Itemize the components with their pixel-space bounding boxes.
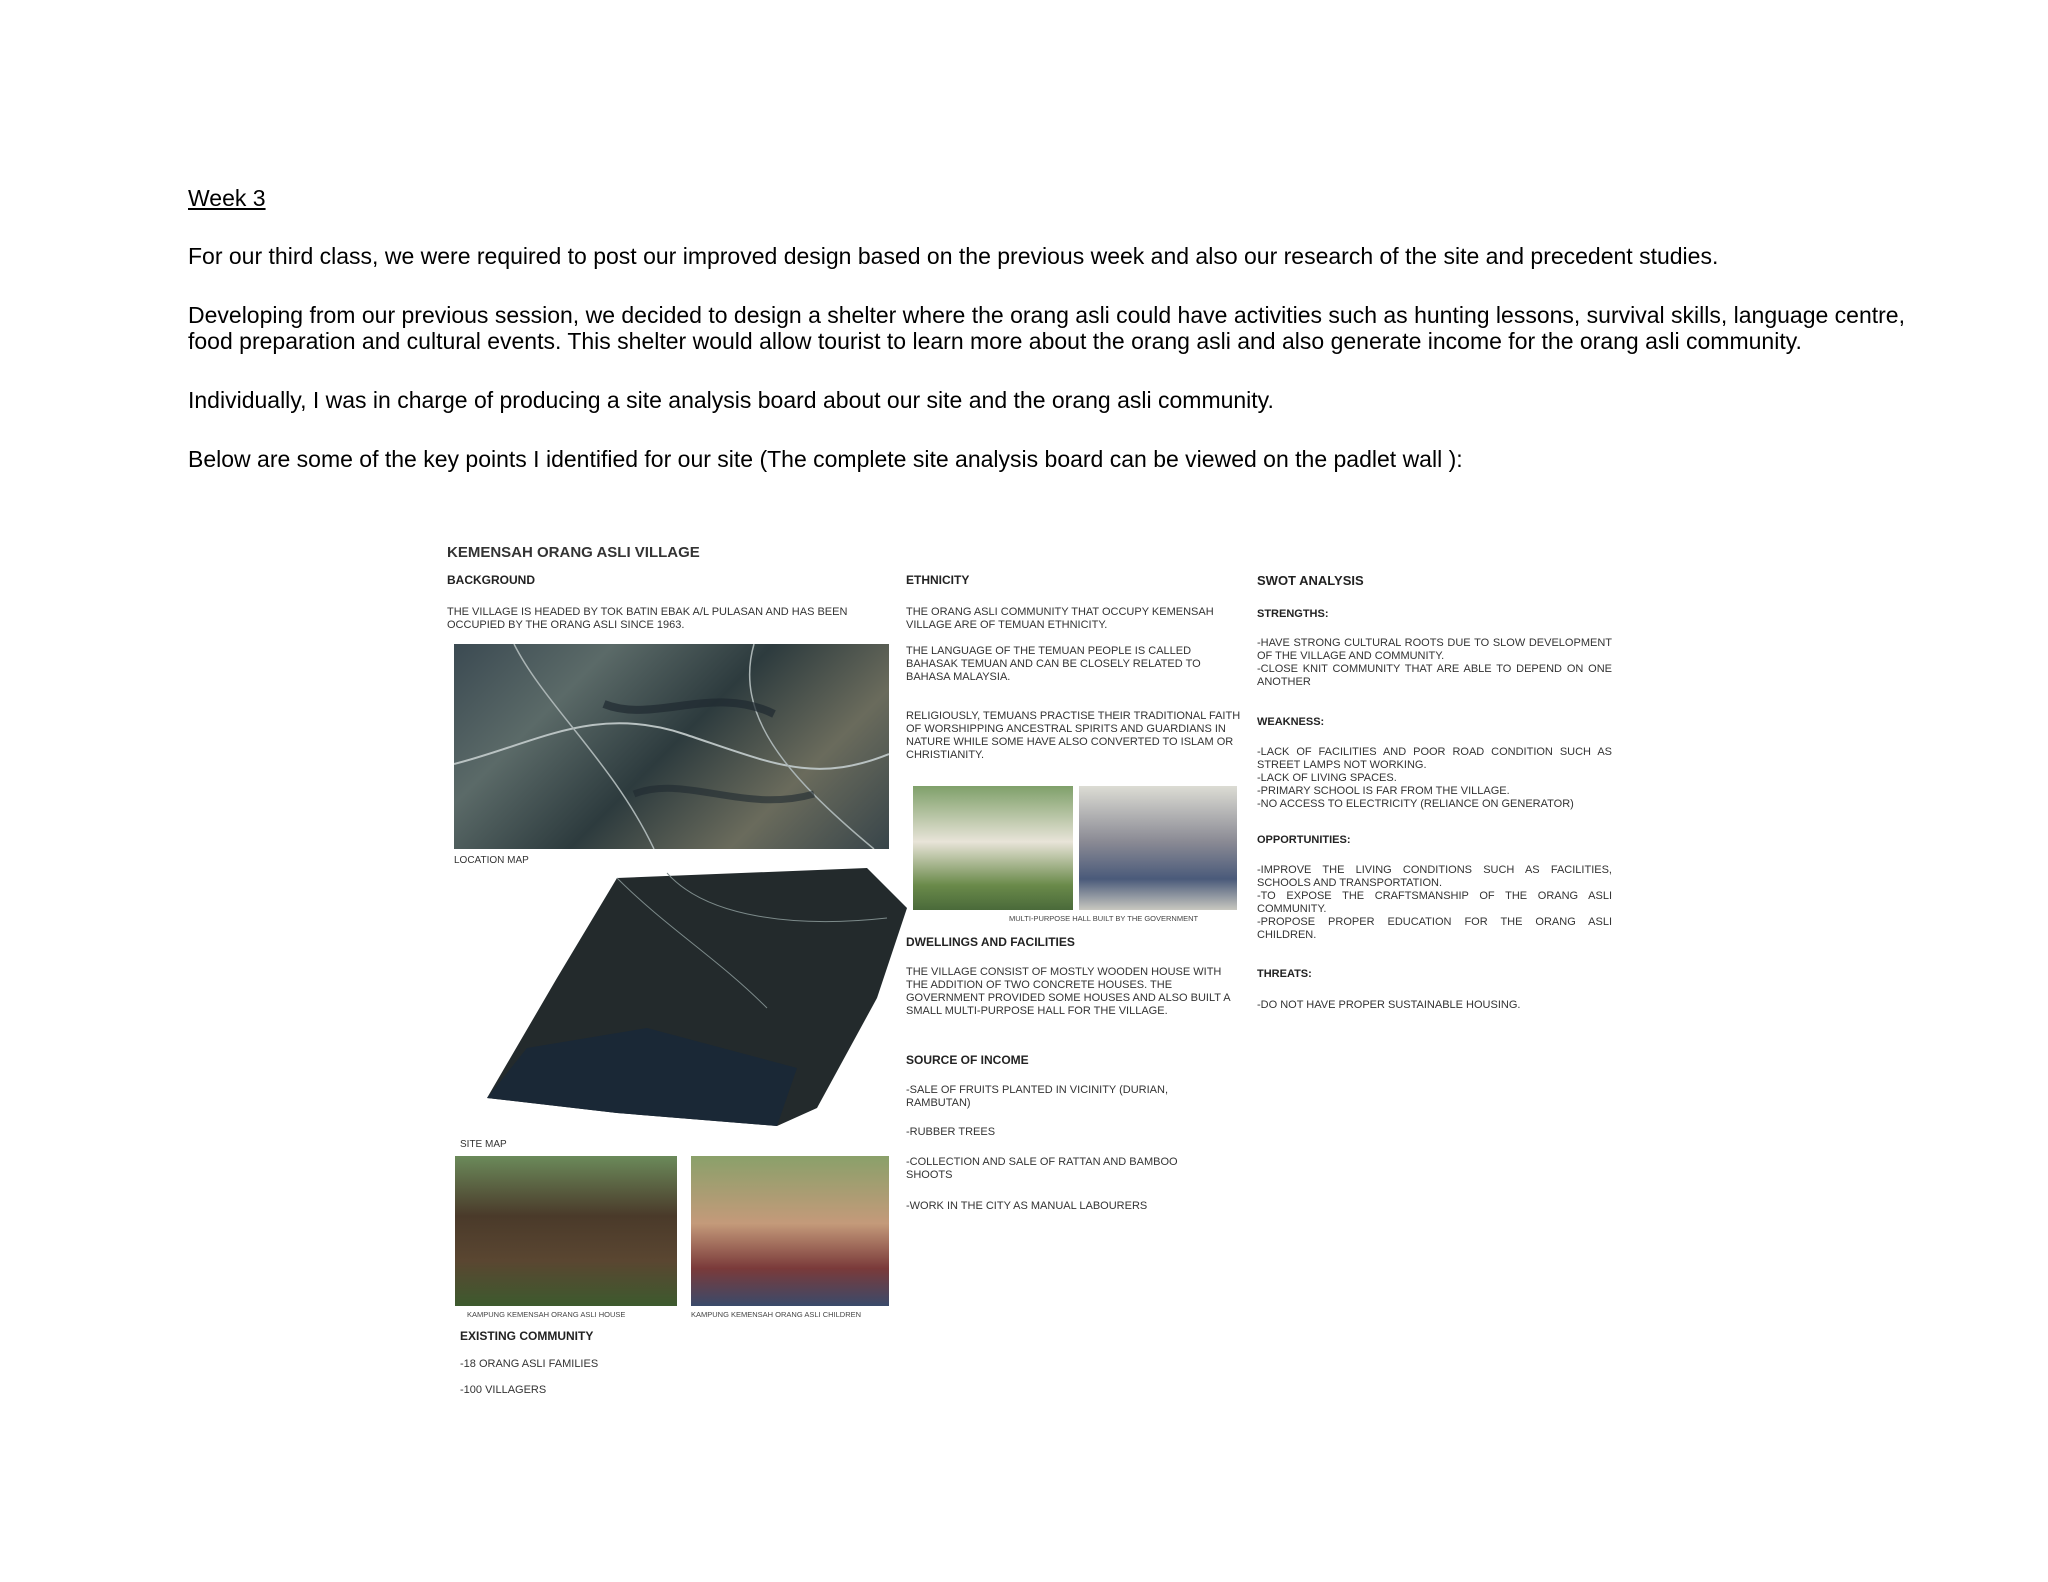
income-item-2: -RUBBER TREES bbox=[906, 1126, 996, 1138]
income-item-3: -COLLECTION AND SALE OF RATTAN AND BAMBOO SHOOTS bbox=[906, 1156, 1178, 1181]
location-map-caption: LOCATION MAP bbox=[454, 855, 529, 866]
background-text: THE VILLAGE IS HEADED BY TOK BATIN EBAK A/L PULASAN AND HAS BEEN OCCUPIED BY THE ORANG ASLI SINCE 1963. bbox=[447, 606, 848, 631]
ethnicity-text-3: RELIGIOUSLY, TEMUANS PRACTISE THEIR TRADITIONAL FAITH OF WORSHIPPING ANCESTRAL SPIRITS AND GUARDIANS IN NATURE WHILE SOME HAVE ALSO CONVERTED TO ISLAM OR CHRISTIANITY. bbox=[906, 710, 1241, 761]
village-house-photo bbox=[455, 1156, 677, 1306]
location-map-image bbox=[454, 644, 889, 849]
opportunities-heading: OPPORTUNITIES: bbox=[1257, 834, 1351, 846]
village-building-photo bbox=[913, 786, 1073, 910]
ethnicity-text-2: THE LANGUAGE OF THE TEMUAN PEOPLE IS CALLED BAHASAK TEMUAN AND CAN BE CLOSELY RELATED TO BAHASA MALAYSIA. bbox=[906, 645, 1201, 683]
income-item-1: -SALE OF FRUITS PLANTED IN VICINITY (DURIAN, RAMBUTAN) bbox=[906, 1084, 1168, 1109]
intro-paragraph-1: For our third class, we were required to post our improved design based on the previous week and also our research of the site and precedent studies. bbox=[188, 243, 1719, 269]
existing-community-item-2: -100 VILLAGERS bbox=[460, 1384, 547, 1396]
site-analysis-board bbox=[447, 538, 1612, 1396]
intro-text bbox=[188, 185, 1908, 505]
weakness-text: -LACK OF FACILITIES AND POOR ROAD CONDITION SUCH AS STREET LAMPS NOT WORKING. -LACK OF LIVING SPACES. -PRIMARY SCHOOL IS FAR FROM THE VILLAGE. -NO ACCESS TO ELECTRICITY (RELIANCE ON GENERATOR) bbox=[1257, 746, 1612, 810]
income-item-4: -WORK IN THE CITY AS MANUAL LABOURERS bbox=[906, 1200, 1148, 1212]
house-photo-caption: KAMPUNG KEMENSAH ORANG ASLI HOUSE bbox=[467, 1310, 626, 1319]
threats-text: -DO NOT HAVE PROPER SUSTAINABLE HOUSING. bbox=[1257, 999, 1521, 1011]
week-title: Week 3 bbox=[188, 185, 266, 211]
dwellings-heading: DWELLINGS AND FACILITIES bbox=[906, 935, 1075, 949]
intro-paragraph-3: Individually, I was in charge of producing a site analysis board about our site and the orang asli community. bbox=[188, 387, 1274, 413]
village-children-photo bbox=[691, 1156, 889, 1306]
strengths-heading: STRENGTHS: bbox=[1257, 608, 1329, 620]
intro-paragraph-4: Below are some of the key points I identified for our site (The complete site analysis board can be viewed on the padlet wall ): bbox=[188, 446, 1463, 472]
strengths-text: -HAVE STRONG CULTURAL ROOTS DUE TO SLOW DEVELOPMENT OF THE VILLAGE AND COMMUNITY. -CLOSE KNIT COMMUNITY THAT ARE ABLE TO DEPEND ON ONE ANOTHER bbox=[1257, 637, 1612, 688]
site-map-caption: SITE MAP bbox=[460, 1139, 507, 1150]
multipurpose-hall-photo bbox=[1079, 786, 1237, 910]
children-photo-caption: KAMPUNG KEMENSAH ORANG ASLI CHILDREN bbox=[691, 1310, 862, 1319]
ethnicity-text-1: THE ORANG ASLI COMMUNITY THAT OCCUPY KEMENSAH VILLAGE ARE OF TEMUAN ETHNICITY. bbox=[906, 606, 1214, 631]
weakness-heading: WEAKNESS: bbox=[1257, 716, 1325, 728]
swot-heading: SWOT ANALYSIS bbox=[1257, 573, 1364, 588]
existing-community-heading: EXISTING COMMUNITY bbox=[460, 1329, 594, 1343]
hall-photo-caption: MULTI-PURPOSE HALL BUILT BY THE GOVERNMENT bbox=[1009, 914, 1199, 923]
intro-paragraph-2: Developing from our previous session, we decided to design a shelter where the orang asli could have activities such as hunting lessons, survival skills, language centre, food preparation and cultural events. This shelter would allow tourist to learn more about the orang asli and also generate income for the orang asli community. bbox=[188, 302, 1905, 354]
ethnicity-heading: ETHNICITY bbox=[906, 573, 970, 587]
dwellings-text: THE VILLAGE CONSIST OF MOSTLY WOODEN HOUSE WITH THE ADDITION OF TWO CONCRETE HOUSES. THE GOVERNMENT PROVIDED SOME HOUSES AND ALSO BUILT A SMALL MULTI-PURPOSE HALL FOR THE VILLAGE. bbox=[906, 966, 1230, 1017]
background-heading: BACKGROUND bbox=[447, 573, 535, 587]
site-map-image bbox=[467, 868, 907, 1133]
location-map-roads bbox=[454, 644, 889, 849]
threats-heading: THREATS: bbox=[1257, 968, 1312, 980]
board-title: KEMENSAH ORANG ASLI VILLAGE bbox=[447, 544, 700, 561]
existing-community-item-1: -18 ORANG ASLI FAMILIES bbox=[460, 1358, 599, 1370]
income-heading: SOURCE OF INCOME bbox=[906, 1053, 1029, 1067]
opportunities-text: -IMPROVE THE LIVING CONDITIONS SUCH AS FACILITIES, SCHOOLS AND TRANSPORTATION. -TO EXPOSE THE CRAFTSMANSHIP OF THE ORANG ASLI COMMUNITY. -PROPOSE PROPER EDUCATION FOR THE ORANG ASLI CHILDREN. bbox=[1257, 864, 1612, 941]
